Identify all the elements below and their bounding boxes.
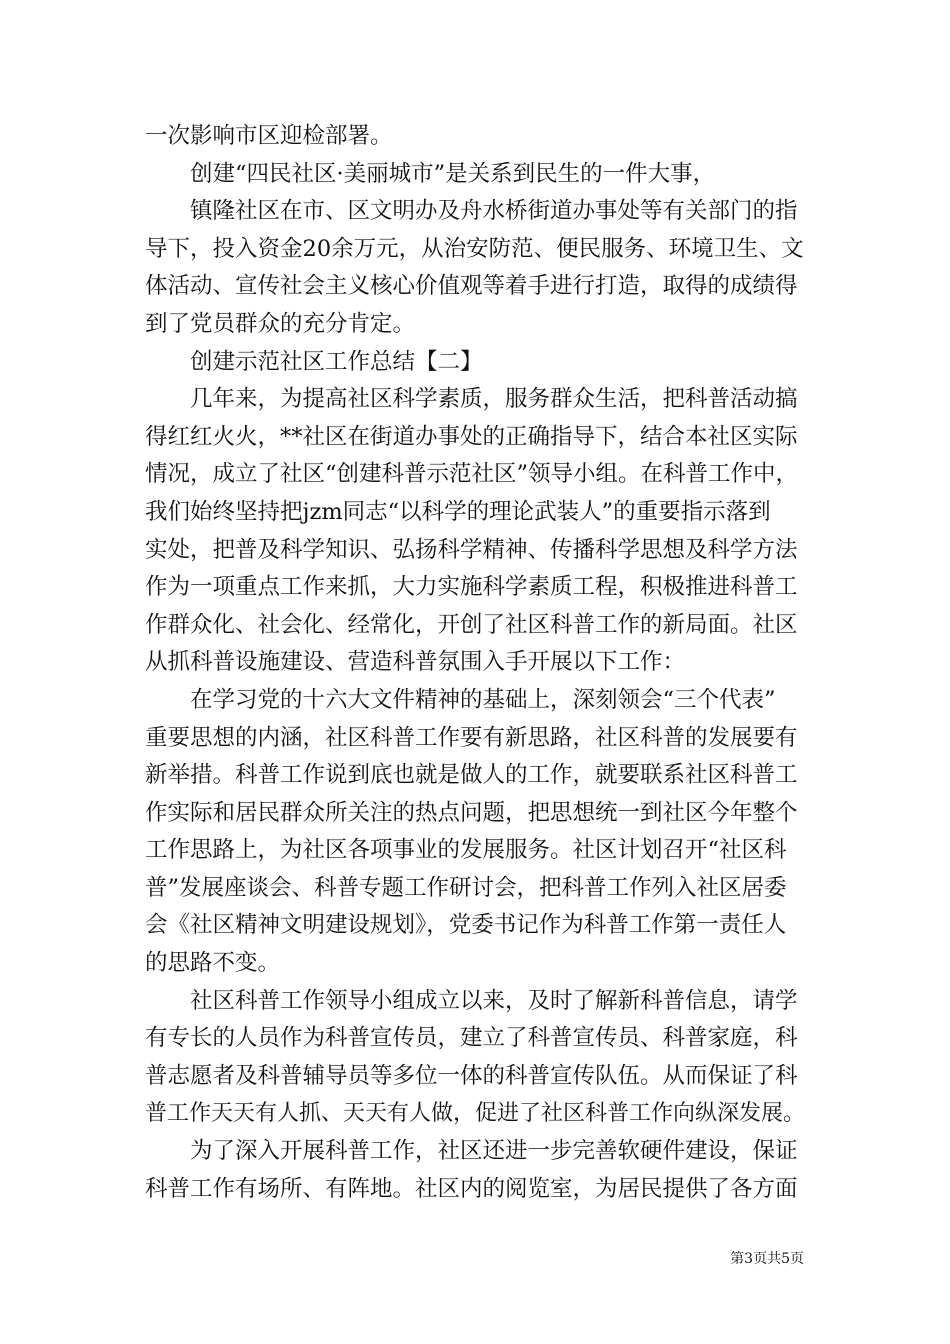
text-line: 的思路不变。 — [145, 950, 281, 977]
text-line: 工作思路上，为社区各项事业的发展服务。社区计划召开“社区科 — [145, 837, 787, 864]
text-line: 新举措。科普工作说到底也就是做人的工作，就要联系社区科普工 — [145, 762, 798, 789]
text-line: 创建“四民社区·美丽城市”是关系到民生的一件大事， — [190, 160, 716, 187]
text-line: 情况，成立了社区“创建科普示范社区”领导小组。在科普工作中， — [145, 461, 799, 488]
page-number-footer: 第3页共5页 — [730, 1251, 804, 1267]
text-line: 社区科普工作领导小组成立以来，及时了解新科普信息，请学 — [190, 987, 798, 1014]
text-line: 到了党员群众的充分肯定。 — [145, 310, 416, 337]
text-line: 科普工作有场所、有阵地。社区内的阅览室，为居民提供了各方面 — [145, 1175, 798, 1202]
text-line: 作群众化、社会化、经常化，开创了社区科普工作的新局面。社区 — [145, 611, 798, 638]
text-line: 体活动、宣传社会主义核心价值观等着手进行打造，取得的成绩得 — [145, 273, 798, 300]
text-line: 作为一项重点工作来抓，大力实施科学素质工程，积极推进科普工 — [145, 574, 798, 601]
text-line: 几年来，为提高社区科学素质，服务群众生活，把科普活动搞 — [190, 386, 798, 413]
text-line: 重要思想的内涵，社区科普工作要有新思路，社区科普的发展要有 — [145, 724, 798, 751]
text-line: 作实际和居民群众所关注的热点问题，把思想统一到社区今年整个 — [145, 799, 798, 826]
text-line: 普工作天天有人抓、天天有人做，促进了社区科普工作向纵深发展。 — [145, 1101, 806, 1127]
text-line: 有专长的人员作为科普宣传员，建立了科普宣传员、科普家庭，科 — [145, 1025, 798, 1052]
text-line: 我们始终坚持把jzm同志“以科学的理论武装人”的重要指示落到 — [145, 498, 771, 525]
text-line: 一次影响市区迎检部署。 — [145, 123, 393, 149]
text-line: 实处，把普及科学知识、弘扬科学精神、传播科学思想及科学方法 — [145, 536, 798, 563]
document-body — [145, 118, 805, 1208]
text-line: 得红红火火，**社区在街道办事处的正确指导下，结合本社区实际 — [145, 423, 798, 450]
text-line: 镇隆社区在市、区文明办及舟水桥街道办事处等有关部门的指 — [190, 198, 798, 225]
text-line: 创建示范社区工作总结【二】 — [190, 348, 483, 375]
text-line: 普志愿者及科普辅导员等多位一体的科普宣传队伍。从而保证了科 — [145, 1062, 798, 1089]
text-line: 导下，投入资金20余万元，从治安防范、便民服务、环境卫生、文 — [145, 235, 804, 262]
text-line: 普”发展座谈会、科普专题工作研讨会，把科普工作列入社区居委 — [145, 874, 787, 901]
text-line: 在学习党的十六大文件精神的基础上，深刻领会“三个代表” — [190, 686, 776, 713]
text-line: 会《社区精神文明建设规划》，党委书记作为科普工作第一责任人 — [145, 912, 787, 939]
text-line: 从抓科普设施建设、营造科普氛围入手开展以下工作： — [145, 649, 686, 676]
text-line: 为了深入开展科普工作，社区还进一步完善软硬件建设，保证 — [190, 1138, 798, 1165]
